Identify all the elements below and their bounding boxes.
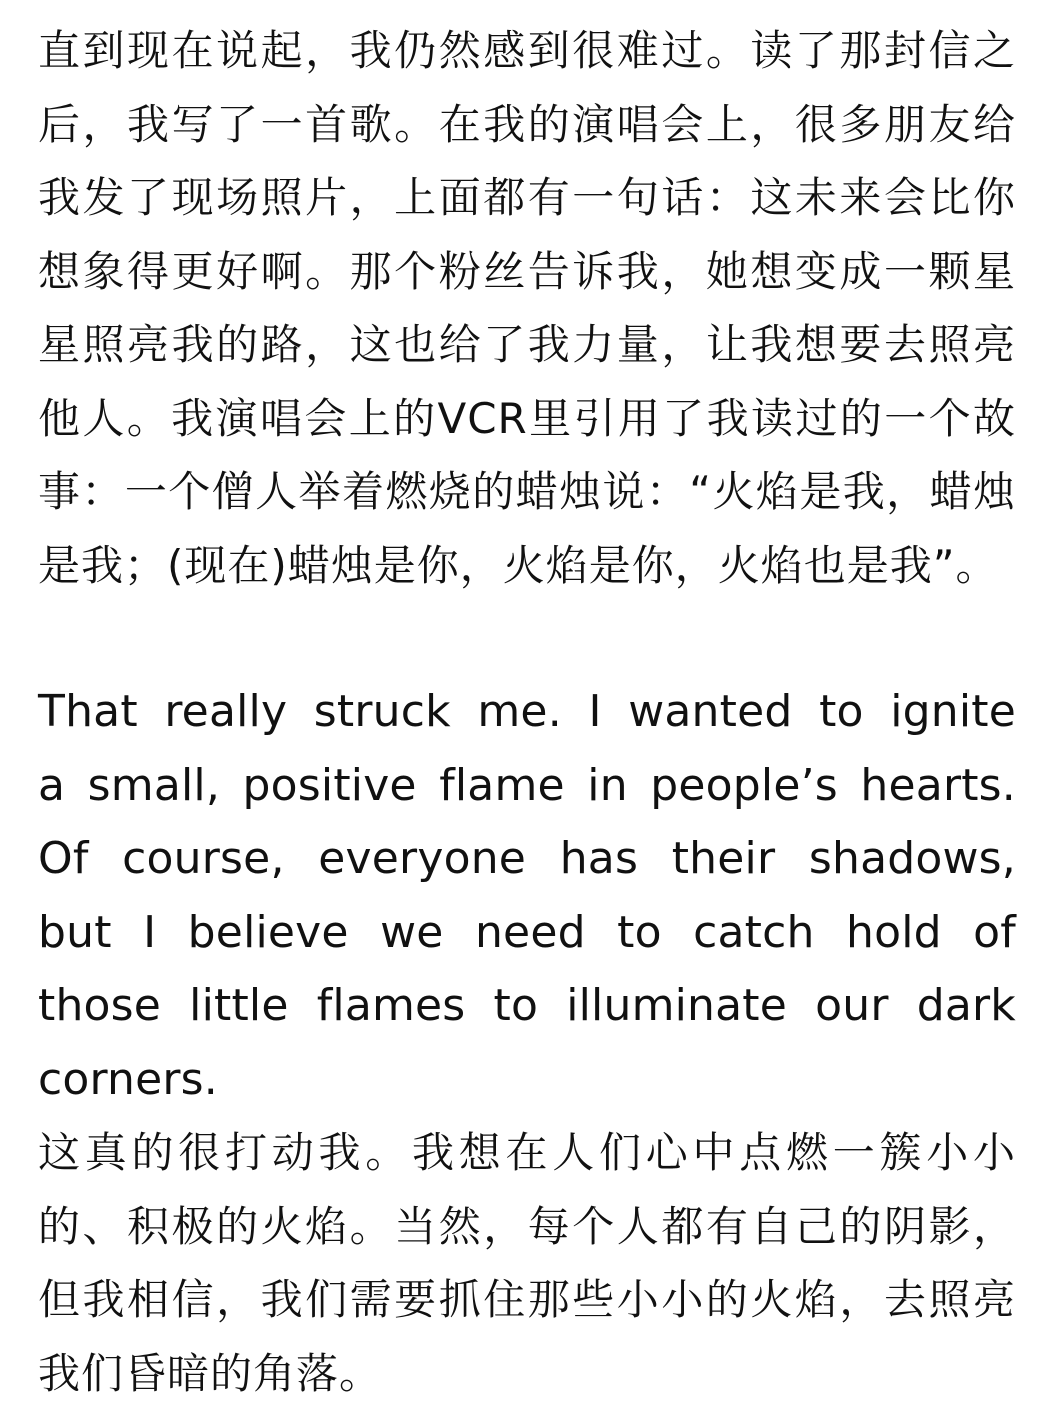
- paragraph-english: That really struck me. I wanted to ignite a small, positive flame in people’s hearts. Of course, everyone has their shadows, but I believe we need to catch hold of those little flames to illuminate our dark corners.: [38, 686, 1016, 1105]
- paragraph-chinese-2: 这真的很打动我。我想在人们心中点燃一簇小小的、积极的火焰。当然，每个人都有自己的阴影，但我相信，我们需要抓住那些小小的火焰，去照亮我们昏暗的角落。: [38, 1128, 1016, 1398]
- paragraph-spacer: [38, 602, 1016, 675]
- paragraph-chinese-1: 直到现在说起，我仍然感到很难过。读了那封信之后，我写了一首歌。在我的演唱会上，很多朋友给我发了现场照片，上面都有一句话：这未来会比你想象得更好啊。那个粉丝告诉我，她想变成一颗星星照亮我的路，这也给了我力量，让我想要去照亮他人。我演唱会上的VCR里引用了我读过的一个故事：一个僧人举着燃烧的蜡烛说：“火焰是我，蜡烛是我；(现在)蜡烛是你，火焰是你，火焰也是我”。: [38, 26, 1016, 590]
